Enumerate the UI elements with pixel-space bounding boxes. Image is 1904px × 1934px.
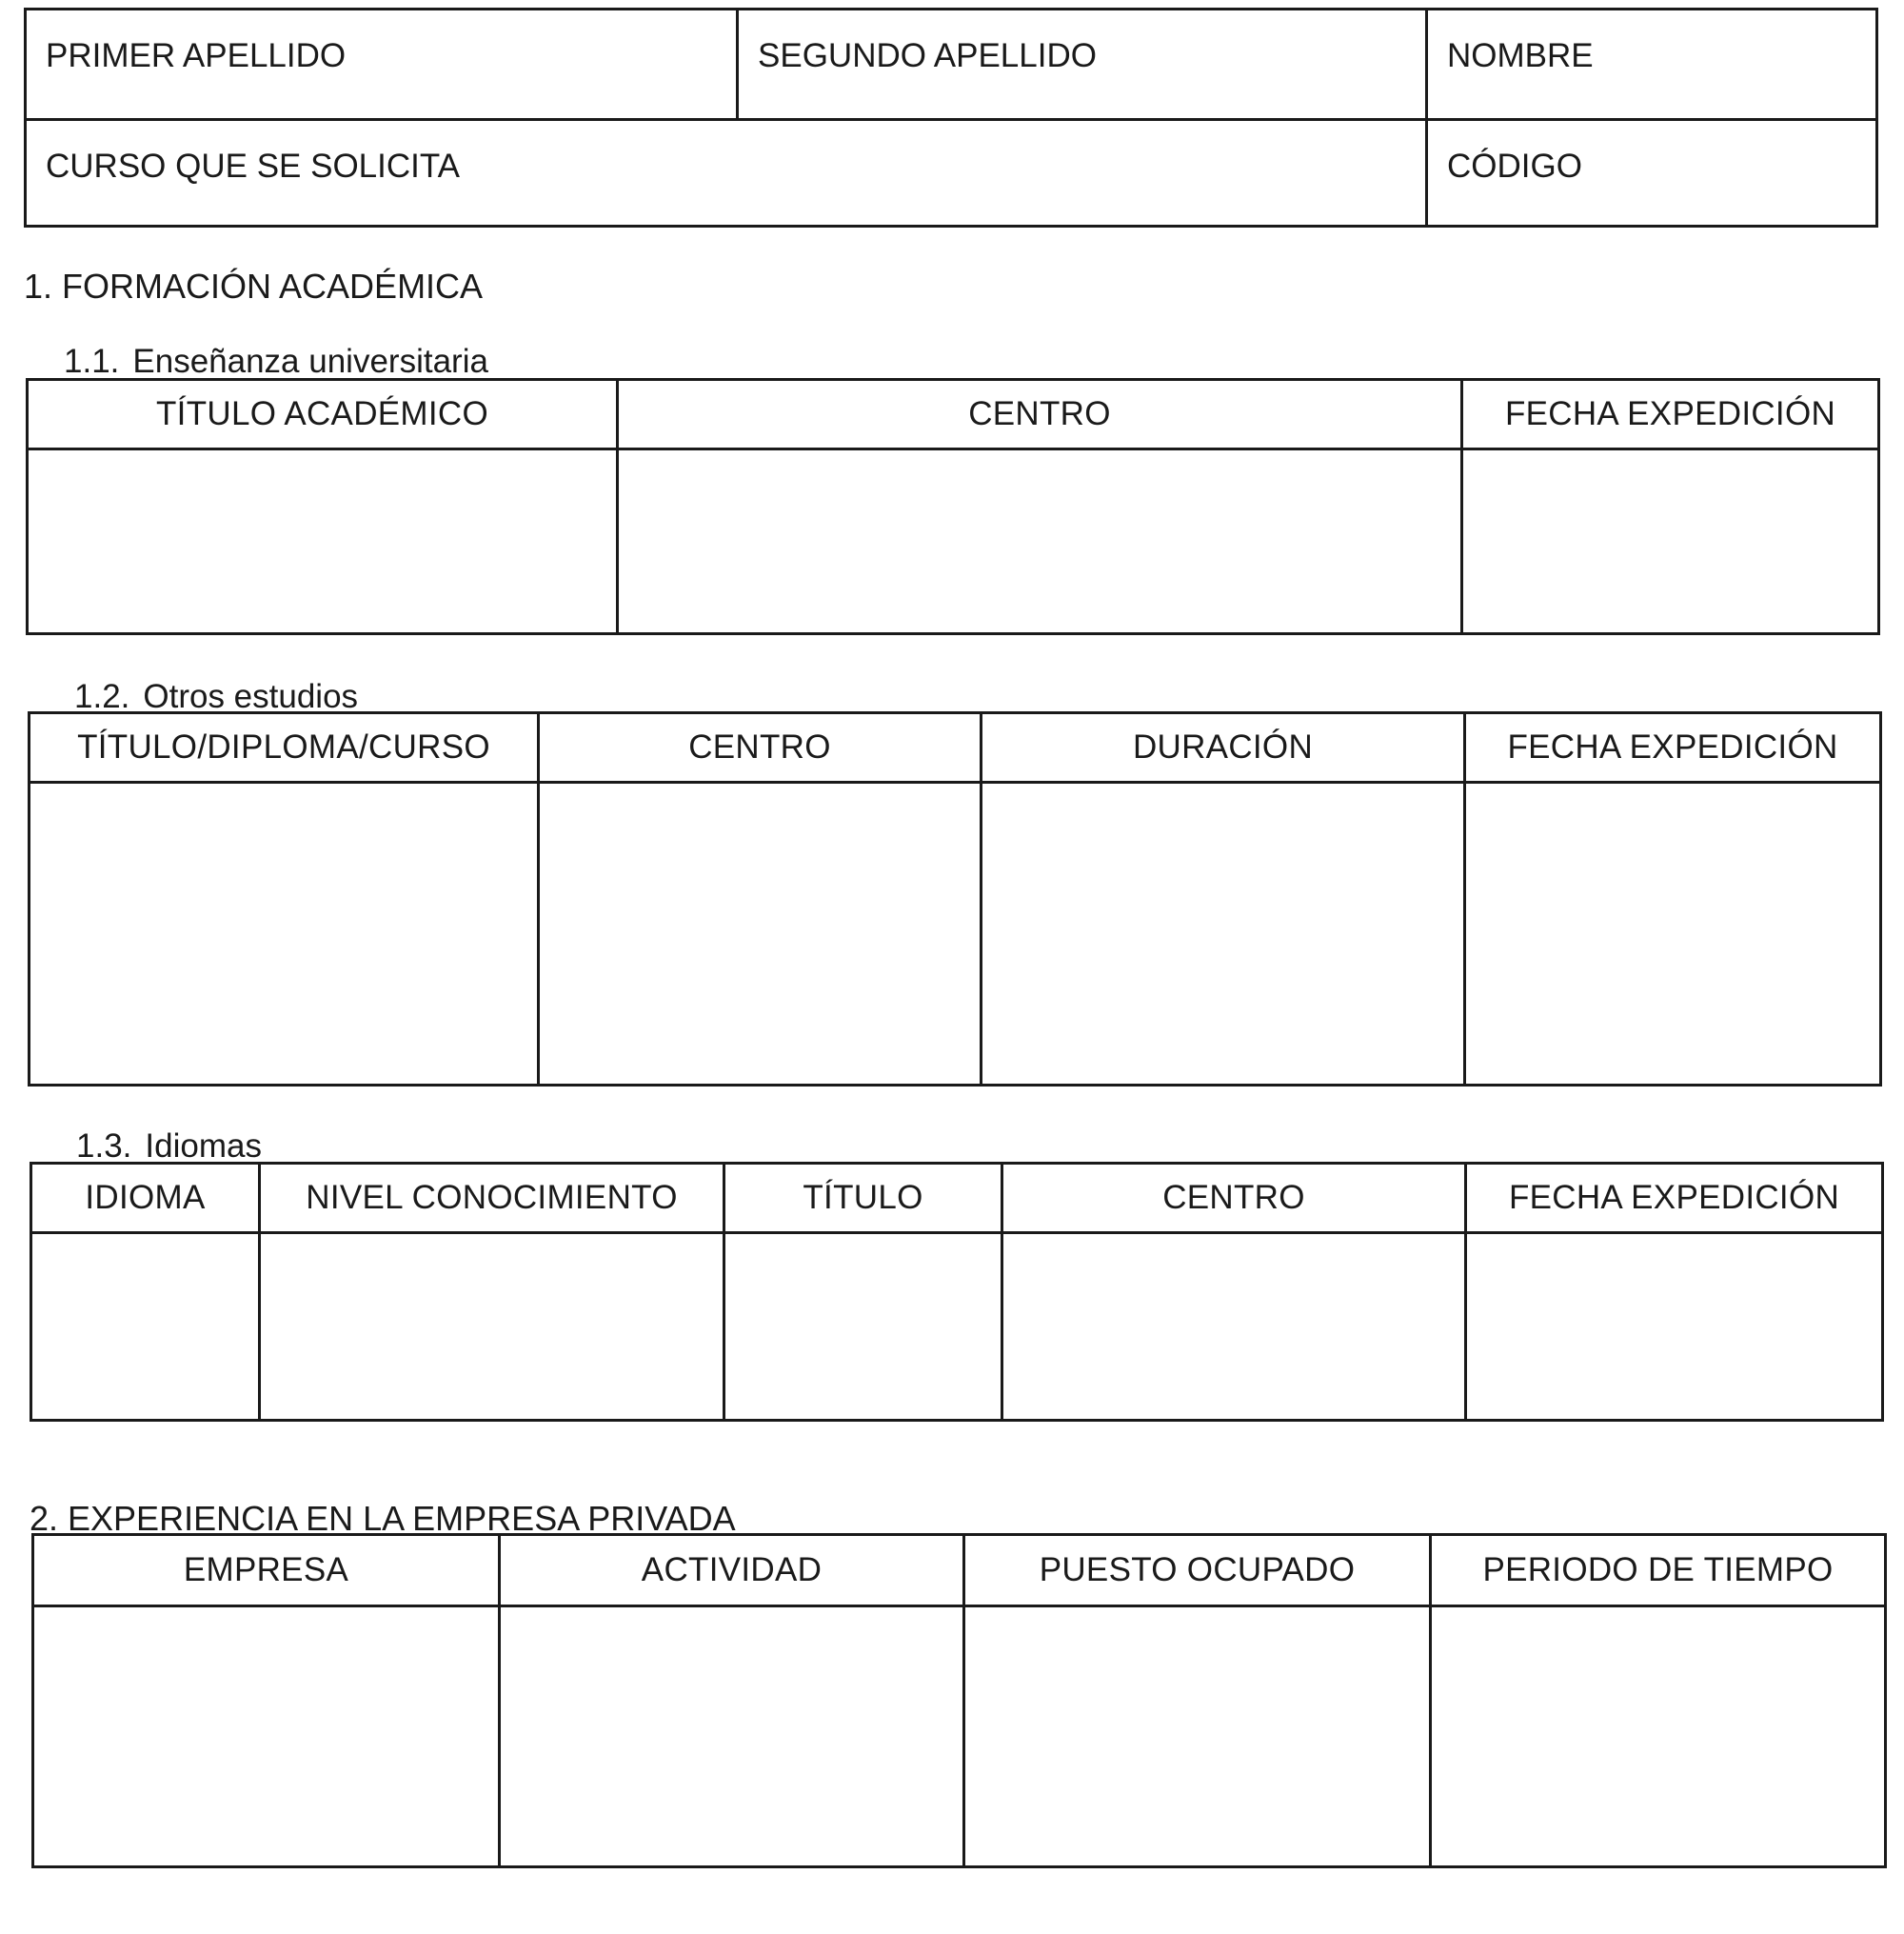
subsection-1-3-number: 1.3. <box>76 1127 132 1165</box>
column-header: PUESTO OCUPADO <box>964 1535 1431 1606</box>
subsection-1-1-title: Enseñanza universitaria <box>132 343 488 380</box>
column-header: FECHA EXPEDICIÓN <box>1465 713 1881 783</box>
titulo-academico-cell[interactable] <box>28 449 618 634</box>
column-header: CENTRO <box>618 380 1462 449</box>
section-2-title: 2. EXPERIENCIA EN LA EMPRESA PRIVADA <box>30 1499 736 1538</box>
subsection-1-2-number: 1.2. <box>74 678 130 715</box>
centro-cell[interactable] <box>539 783 982 1086</box>
titulo-diploma-curso-cell[interactable] <box>30 783 539 1086</box>
centro-cell[interactable] <box>1002 1233 1466 1421</box>
otros-estudios-table <box>28 711 1879 1087</box>
primer-apellido-label: PRIMER APELLIDO <box>46 37 347 74</box>
subsection-1-2-heading <box>74 678 358 716</box>
column-header: FECHA EXPEDICIÓN <box>1462 380 1879 449</box>
subsection-1-1-number: 1.1. <box>64 343 120 380</box>
codigo-label: CÓDIGO <box>1447 148 1582 185</box>
subsection-1-1-heading <box>64 343 488 381</box>
idiomas-table <box>30 1162 1881 1422</box>
curso-label: CURSO QUE SE SOLICITA <box>46 148 460 185</box>
idiomas-grid <box>30 1162 1884 1422</box>
centro-cell[interactable] <box>618 449 1462 634</box>
fecha-expedicion-cell[interactable] <box>1465 783 1881 1086</box>
periodo-de-tiempo-cell[interactable] <box>1431 1606 1886 1867</box>
empresa-cell[interactable] <box>33 1606 500 1867</box>
column-header: DURACIÓN <box>982 713 1465 783</box>
segundo-apellido-label: SEGUNDO APELLIDO <box>758 37 1097 74</box>
section-1-title: 1. FORMACIÓN ACADÉMICA <box>24 267 484 306</box>
column-header: TÍTULO/DIPLOMA/CURSO <box>30 713 539 783</box>
duracion-cell[interactable] <box>982 783 1465 1086</box>
column-header: NIVEL CONOCIMIENTO <box>260 1164 724 1233</box>
column-header: FECHA EXPEDICIÓN <box>1466 1164 1883 1233</box>
experiencia-empresa-grid <box>31 1533 1887 1868</box>
fecha-expedicion-cell[interactable] <box>1462 449 1879 634</box>
column-header: ACTIVIDAD <box>500 1535 964 1606</box>
subsection-1-2-title: Otros estudios <box>143 678 359 715</box>
column-header: CENTRO <box>1002 1164 1466 1233</box>
idioma-cell[interactable] <box>31 1233 260 1421</box>
nombre-label: NOMBRE <box>1447 37 1594 74</box>
subsection-1-3-heading <box>76 1127 262 1166</box>
ensenanza-universitaria-table <box>26 378 1877 635</box>
otros-estudios-grid <box>28 711 1882 1087</box>
nombre-field[interactable] <box>1427 10 1877 120</box>
segundo-apellido-field[interactable] <box>738 10 1427 120</box>
nivel-conocimiento-cell[interactable] <box>260 1233 724 1421</box>
puesto-ocupado-cell[interactable] <box>964 1606 1431 1867</box>
experiencia-empresa-table <box>31 1533 1884 1868</box>
column-header: CENTRO <box>539 713 982 783</box>
column-header: IDIOMA <box>31 1164 260 1233</box>
column-header: TÍTULO ACADÉMICO <box>28 380 618 449</box>
column-header: TÍTULO <box>724 1164 1002 1233</box>
actividad-cell[interactable] <box>500 1606 964 1867</box>
codigo-field[interactable] <box>1427 120 1877 227</box>
column-header: PERIODO DE TIEMPO <box>1431 1535 1886 1606</box>
ensenanza-universitaria-grid <box>26 378 1880 635</box>
fecha-expedicion-cell[interactable] <box>1466 1233 1883 1421</box>
applicant-header-grid <box>24 8 1878 228</box>
applicant-header-table <box>24 8 1875 225</box>
column-header: EMPRESA <box>33 1535 500 1606</box>
curso-field[interactable] <box>26 120 1427 227</box>
titulo-cell[interactable] <box>724 1233 1002 1421</box>
primer-apellido-field[interactable] <box>26 10 738 120</box>
subsection-1-3-title: Idiomas <box>145 1127 262 1165</box>
